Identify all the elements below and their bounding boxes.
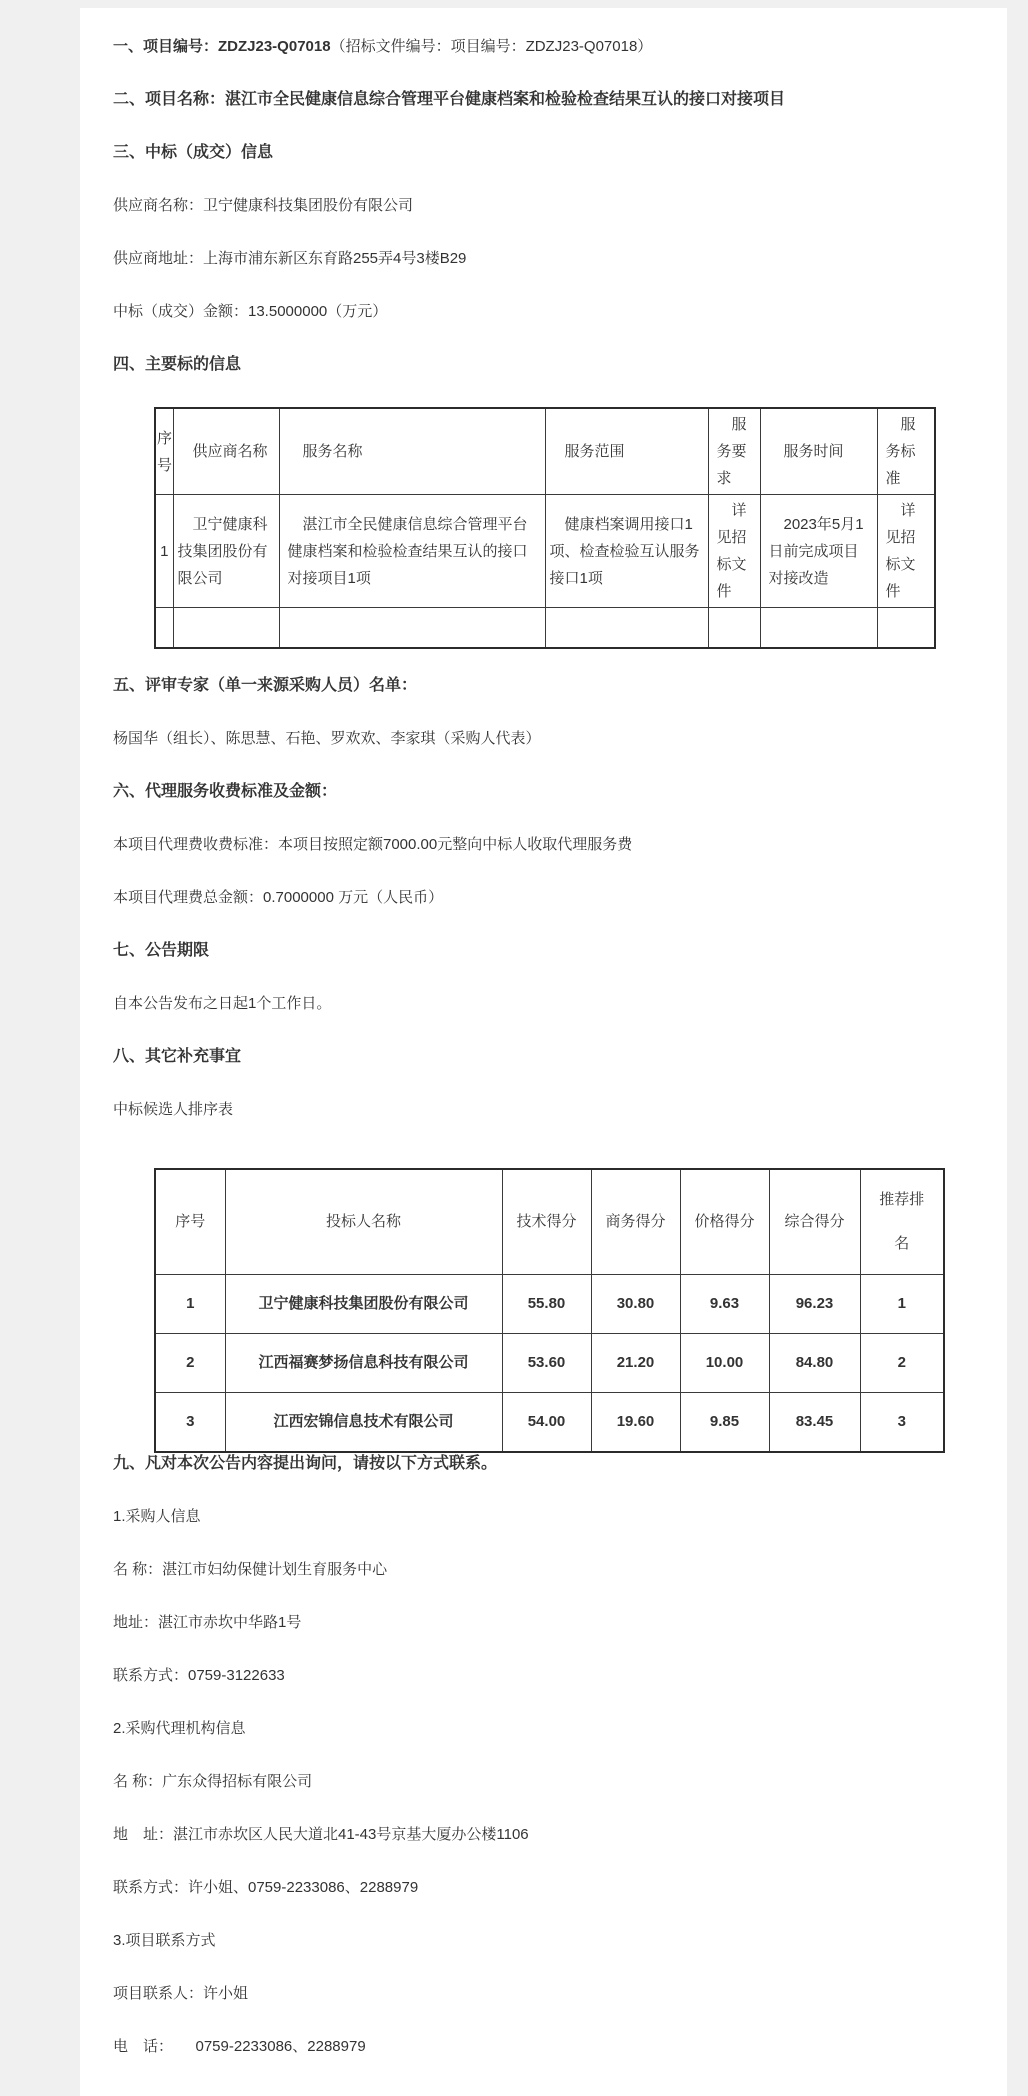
experts-line: 杨国华（组长）、陈思慧、石艳、罗欢欢、李家琪（采购人代表） bbox=[113, 729, 541, 747]
cell-supplier: 卫宁健康科技集团股份有限公司 bbox=[173, 495, 279, 608]
cell-price-score: 10.00 bbox=[680, 1334, 769, 1393]
table-row bbox=[155, 1275, 944, 1334]
inquiry-heading: 九、凡对本次公告内容提出询问，请按以下方式联系。 bbox=[113, 1454, 498, 1472]
column-header-price-score: 价格得分 bbox=[680, 1169, 769, 1275]
cell-total-score: 96.23 bbox=[769, 1275, 860, 1334]
column-header-service-req: 服务要求 bbox=[708, 408, 760, 495]
project-contact-name-line: 项目联系人：许小姐 bbox=[113, 1984, 249, 2002]
main-subject-table bbox=[154, 407, 936, 649]
agency-name-line: 名 称：广东众得招标有限公司 bbox=[113, 1772, 313, 1790]
purchaser-heading: 1.采购人信息 bbox=[113, 1507, 201, 1525]
candidate-ranking-table bbox=[154, 1168, 945, 1453]
cell-total-score: 83.45 bbox=[769, 1393, 860, 1452]
column-header-supplier: 供应商名称 bbox=[173, 408, 279, 495]
cell-bidder: 江西福赛梦扬信息科技有限公司 bbox=[225, 1334, 502, 1393]
purchaser-phone-line: 联系方式：0759-3122633 bbox=[113, 1666, 285, 1684]
table-row-empty bbox=[155, 608, 935, 648]
cell-rank: 1 bbox=[860, 1275, 944, 1334]
cell-rank: 2 bbox=[860, 1334, 944, 1393]
agency-phone-line: 联系方式：许小姐、0759-2233086、2288979 bbox=[113, 1878, 419, 1896]
cell-seq: 3 bbox=[155, 1393, 225, 1452]
table-row bbox=[155, 495, 935, 608]
cell-price-score: 9.63 bbox=[680, 1275, 769, 1334]
column-header-rank: 推荐排名 bbox=[860, 1169, 944, 1275]
table-row bbox=[155, 1393, 944, 1452]
candidate-table-header-row bbox=[155, 1169, 944, 1275]
cell-tech-score: 53.60 bbox=[502, 1334, 591, 1393]
supplement-heading: 八、其它补充事宜 bbox=[113, 1047, 242, 1065]
project-name-heading: 二、项目名称：湛江市全民健康信息综合管理平台健康档案和检验检查结果互认的接口对接项目 bbox=[113, 91, 786, 108]
column-header-service-name: 服务名称 bbox=[279, 408, 545, 495]
column-header-bidder: 投标人名称 bbox=[225, 1169, 502, 1275]
table-row bbox=[155, 1334, 944, 1393]
column-header-biz-score: 商务得分 bbox=[591, 1169, 680, 1275]
supplier-address-line: 供应商地址：上海市浦东新区东育路255弄4号3楼B29 bbox=[113, 250, 467, 267]
cell-total-score: 84.80 bbox=[769, 1334, 860, 1393]
project-number-bold: 一、项目编号：ZDZJ23-Q07018 bbox=[113, 38, 331, 55]
project-contact-heading: 3.项目联系方式 bbox=[113, 1931, 216, 1949]
column-header-total-score: 综合得分 bbox=[769, 1169, 860, 1275]
cell-biz-score: 30.80 bbox=[591, 1275, 680, 1334]
project-contact-phone-line: 电 话： 0759-2233086、2288979 bbox=[113, 2037, 366, 2055]
notice-period-line: 自本公告发布之日起1个工作日。 bbox=[113, 994, 332, 1012]
cell-seq: 1 bbox=[155, 495, 173, 608]
cell-bidder: 卫宁健康科技集团股份有限公司 bbox=[225, 1275, 502, 1334]
cell-rank: 3 bbox=[860, 1393, 944, 1452]
cell-service-req: 详见招标文件 bbox=[708, 495, 760, 608]
cell-seq: 1 bbox=[155, 1275, 225, 1334]
agency-fee-total-line: 本项目代理费总金额：0.7000000 万元（人民币） bbox=[113, 888, 444, 906]
column-header-service-std: 服务标准 bbox=[877, 408, 935, 495]
cell-seq: 2 bbox=[155, 1334, 225, 1393]
cell-service-scope: 健康档案调用接口1项、检查检验互认服务接口1项 bbox=[545, 495, 708, 608]
main-subject-heading: 四、主要标的信息 bbox=[113, 356, 242, 373]
project-number-suffix: （招标文件编号：项目编号：ZDZJ23-Q07018） bbox=[330, 38, 653, 55]
column-header-seq: 序号 bbox=[155, 1169, 225, 1275]
award-info-heading: 三、中标（成交）信息 bbox=[113, 144, 274, 161]
agency-heading: 2.采购代理机构信息 bbox=[113, 1719, 246, 1737]
supplier-name-line: 供应商名称：卫宁健康科技集团股份有限公司 bbox=[113, 197, 414, 214]
cell-service-name: 湛江市全民健康信息综合管理平台健康档案和检验检查结果互认的接口对接项目1项 bbox=[279, 495, 545, 608]
agency-fee-standard-line: 本项目代理费收费标准：本项目按照定额7000.00元整向中标人收取代理服务费 bbox=[113, 835, 633, 853]
column-header-service-time: 服务时间 bbox=[760, 408, 877, 495]
cell-bidder: 江西宏锦信息技术有限公司 bbox=[225, 1393, 502, 1452]
candidate-table-title: 中标候选人排序表 bbox=[113, 1100, 234, 1118]
agency-address-line: 地 址：湛江市赤坎区人民大道北41-43号京基大厦办公楼1106 bbox=[113, 1825, 529, 1843]
cell-tech-score: 55.80 bbox=[502, 1275, 591, 1334]
cell-service-time: 2023年5月1日前完成项目对接改造 bbox=[760, 495, 877, 608]
column-header-service-scope: 服务范围 bbox=[545, 408, 708, 495]
cell-biz-score: 21.20 bbox=[591, 1334, 680, 1393]
agency-fee-heading: 六、代理服务收费标准及金额： bbox=[113, 782, 338, 800]
announcement-document bbox=[80, 8, 1007, 2096]
cell-tech-score: 54.00 bbox=[502, 1393, 591, 1452]
award-amount-line: 中标（成交）金额：13.5000000（万元） bbox=[113, 303, 388, 320]
purchaser-address-line: 地址：湛江市赤坎中华路1号 bbox=[113, 1613, 302, 1631]
purchaser-name-line: 名 称：湛江市妇幼保健计划生育服务中心 bbox=[113, 1560, 388, 1578]
project-number-line bbox=[113, 36, 967, 57]
experts-heading: 五、评审专家（单一来源采购人员）名单： bbox=[113, 676, 418, 694]
column-header-seq: 序号 bbox=[155, 408, 173, 495]
cell-biz-score: 19.60 bbox=[591, 1393, 680, 1452]
notice-period-heading: 七、公告期限 bbox=[113, 941, 210, 959]
main-subject-table-header-row bbox=[155, 408, 935, 495]
cell-price-score: 9.85 bbox=[680, 1393, 769, 1452]
column-header-tech-score: 技术得分 bbox=[502, 1169, 591, 1275]
cell-service-std: 详见招标文件 bbox=[877, 495, 935, 608]
